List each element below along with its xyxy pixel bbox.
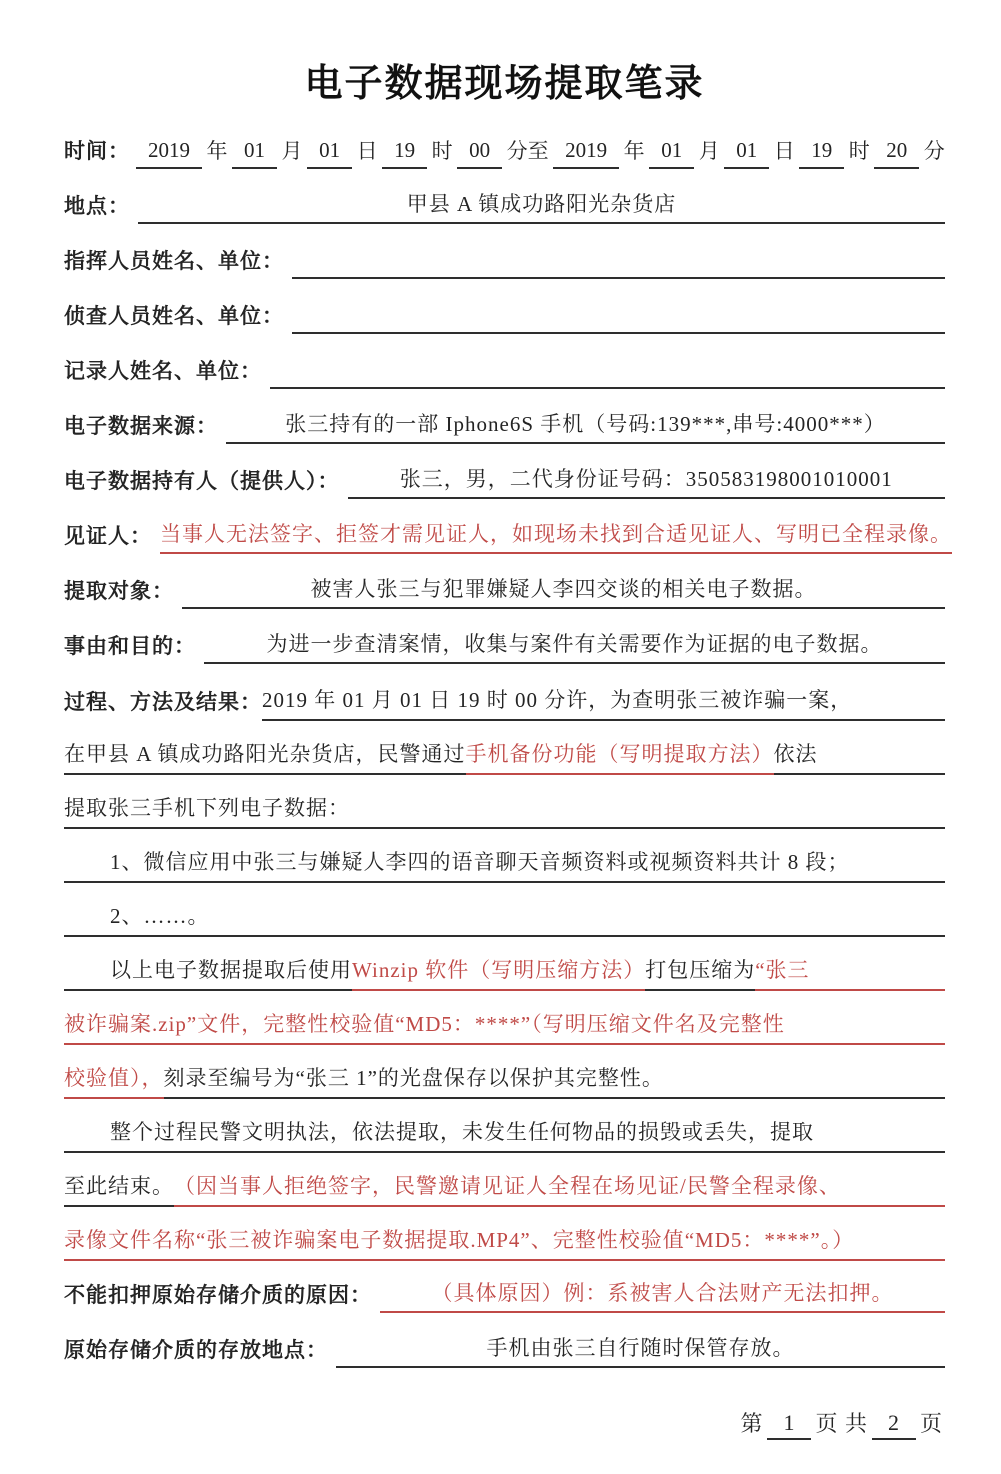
process-line-underline-filler: [210, 930, 946, 937]
field-purpose-label: 事由和目的：: [64, 635, 196, 658]
time-unit-label: 分至: [506, 139, 549, 163]
process-line-indent: [64, 984, 110, 991]
field-storage-location-value: 手机由张三自行随时保管存放。: [336, 1332, 945, 1368]
field-witness-label: 见证人：: [64, 525, 152, 548]
time-value-segment: 00: [457, 138, 502, 169]
footer-total-pages: 2: [872, 1410, 916, 1440]
page-footer: [740, 1407, 943, 1440]
process-line-underline-filler: [818, 768, 945, 775]
process-line: [64, 845, 945, 883]
process-line: [64, 791, 945, 829]
field-witness-value: 当事人无法签字、拒签才需见证人，如现场未找到合适见证人、写明已全程录像。: [160, 518, 952, 554]
field-investigator-value: [292, 328, 945, 334]
process-line: [64, 953, 945, 991]
time-unit-label: 月: [281, 139, 303, 163]
process-text-segment: 手机备份功能（写明提取方法）: [466, 738, 774, 775]
field-commander: [64, 243, 945, 279]
field-purpose: [64, 628, 945, 664]
process-line-indent: [64, 876, 110, 883]
field-target-label: 提取对象：: [64, 580, 174, 603]
process-label: 过程、方法及结果：: [64, 691, 262, 714]
process-line: [64, 683, 945, 721]
footer-page-number: 1: [767, 1410, 811, 1440]
process-text-segment: “张三: [755, 954, 809, 991]
time-value-segment: 2019: [553, 138, 619, 169]
field-commander-value: [292, 273, 945, 279]
time-unit-label: 日: [773, 139, 795, 163]
time-value-segment: 19: [799, 138, 844, 169]
field-recorder-value: [270, 383, 945, 389]
process-line: [64, 1007, 945, 1045]
process-line-underline-filler: [810, 984, 945, 991]
process-line: [64, 1061, 945, 1099]
process-line-indent: [64, 930, 110, 937]
time-value-segment: 01: [232, 138, 277, 169]
field-investigator: [64, 298, 945, 334]
process-line-underline-filler: [852, 714, 945, 721]
process-text-segment: （因当事人拒绝签字，民警邀请见证人全程在场见证/民警全程录像、: [174, 1170, 841, 1207]
time-value-segment: 01: [724, 138, 769, 169]
document-title: 电子数据现场提取笔录: [304, 63, 705, 105]
process-line-underline-filler: [785, 1038, 945, 1045]
field-recorder: [64, 353, 945, 389]
field-time-value: [136, 135, 945, 169]
field-witness: [64, 518, 952, 554]
time-unit-label: 月: [698, 139, 720, 163]
time-unit-label: 年: [623, 139, 645, 163]
time-value-segment: 01: [307, 138, 352, 169]
field-no-seizure-reason-label: 不能扣押原始存储介质的原因：: [64, 1284, 372, 1307]
field-location-label: 地点：: [64, 195, 130, 218]
process-text-segment: 以上电子数据提取后使用: [110, 954, 352, 991]
time-value-segment: 20: [874, 138, 919, 169]
process-text-segment: 被诈骗案.zip”文件，完整性校验值“MD5：****”（写明压缩文件名及完整性: [64, 1008, 785, 1045]
process-section: [64, 683, 945, 1261]
field-commander-label: 指挥人员姓名、单位：: [64, 250, 284, 273]
field-time-label: 时间：: [64, 140, 130, 163]
process-line-underline-filler: [841, 1200, 945, 1207]
field-target: [64, 573, 945, 609]
field-data-source: [64, 408, 945, 444]
process-line-underline-filler: [664, 1092, 945, 1099]
field-data-holder-value: 张三，男，二代身份证号码：350583198001010001: [348, 463, 946, 499]
field-data-source-value: 张三持有的一部 Iphone6S 手机（号码:139***,串号:4000***）: [226, 408, 945, 444]
process-text-segment: 整个过程民警文明执法，依法提取，未发生任何物品的损毁或丢失，提取: [110, 1116, 814, 1153]
process-line-indent: [64, 1146, 110, 1153]
field-storage-location: [64, 1332, 945, 1368]
time-unit-label: 年: [206, 139, 228, 163]
time-unit-label: 分: [923, 139, 945, 163]
field-investigator-label: 侦查人员姓名、单位：: [64, 305, 284, 328]
field-no-seizure-reason: [64, 1277, 945, 1313]
process-text-segment: 打包压缩为: [645, 954, 755, 991]
field-location: [64, 188, 945, 224]
field-purpose-value: 为进一步查清案情，收集与案件有关需要作为证据的电子数据。: [204, 628, 945, 664]
field-recorder-label: 记录人姓名、单位：: [64, 360, 262, 383]
process-text-segment: 依法: [774, 738, 818, 775]
process-text-segment: 录像文件名称“张三被诈骗案电子数据提取.MP4”、完整性校验值“MD5：****”。）: [64, 1224, 854, 1261]
process-line-underline-filler: [850, 876, 946, 883]
process-line: [64, 1115, 945, 1153]
process-line-underline-filler: [854, 1254, 945, 1261]
process-line: [64, 1223, 945, 1261]
time-value-segment: 19: [382, 138, 427, 169]
footer-suffix: 页: [919, 1411, 943, 1436]
process-line: [64, 1169, 945, 1207]
process-line: [64, 737, 945, 775]
process-line-underline-filler: [814, 1146, 945, 1153]
process-line: [64, 899, 945, 937]
process-text-segment: 2、……。: [110, 900, 210, 937]
process-text-segment: Winzip 软件（写明压缩方法）: [352, 954, 645, 991]
field-data-source-label: 电子数据来源：: [64, 415, 218, 438]
time-unit-label: 时: [848, 139, 870, 163]
process-text-segment: 提取张三手机下列电子数据：: [64, 792, 350, 829]
field-no-seizure-reason-value: （具体原因）例：系被害人合法财产无法扣押。: [380, 1277, 945, 1313]
footer-prefix: 第: [740, 1411, 764, 1436]
process-text-segment: 在甲县 A 镇成功路阳光杂货店，民警通过: [64, 738, 466, 775]
process-text-segment: 至此结束。: [64, 1170, 174, 1207]
field-data-holder-label: 电子数据持有人（提供人）：: [64, 470, 340, 493]
field-storage-location-label: 原始存储介质的存放地点：: [64, 1339, 328, 1362]
field-time: [64, 133, 945, 169]
field-data-holder: [64, 463, 945, 499]
process-text-segment: 2019 年 01 月 01 日 19 时 00 分许，为查明张三被诈骗一案，: [262, 684, 852, 721]
time-unit-label: 时: [431, 139, 453, 163]
process-text-segment: 校验值），: [64, 1062, 164, 1099]
time-value-segment: 2019: [136, 138, 202, 169]
time-unit-label: 日: [356, 139, 378, 163]
process-text-segment: 刻录至编号为“张三 1”的光盘保存以保护其完整性。: [164, 1062, 664, 1099]
footer-middle: 页 共: [815, 1411, 868, 1436]
field-location-value: 甲县 A 镇成功路阳光杂货店: [138, 188, 945, 224]
process-text-segment: 1、微信应用中张三与嫌疑人李四的语音聊天音频资料或视频资料共计 8 段；: [110, 846, 850, 883]
field-target-value: 被害人张三与犯罪嫌疑人李四交谈的相关电子数据。: [182, 573, 945, 609]
process-line-underline-filler: [350, 822, 945, 829]
time-value-segment: 01: [649, 138, 694, 169]
